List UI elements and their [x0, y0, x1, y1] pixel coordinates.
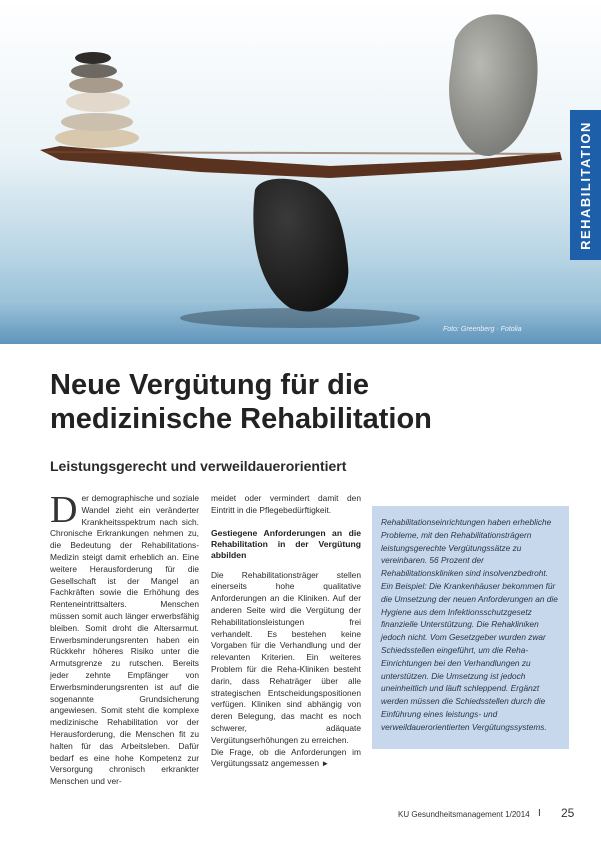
- photo-credit: Foto: Greenberg · Fotolia: [443, 326, 522, 333]
- title-line-2: medizinische Rehabilitation: [50, 403, 432, 435]
- article-subtitle: Leistungsgerecht und verweildauerorientiert: [50, 458, 347, 474]
- article-title: [50, 368, 550, 436]
- page-number: 25: [561, 806, 575, 820]
- column-2-last-text: Die Frage, ob die Anforderungen im Vergütungssatz angemessen: [211, 746, 361, 769]
- text-column-1: [50, 489, 199, 788]
- text-column-2: [211, 493, 361, 770]
- title-line-1: Neue Vergütung für die: [50, 369, 370, 401]
- footer-separator: I: [538, 808, 541, 819]
- column-2-last-line: [211, 747, 361, 771]
- continue-arrow-icon: ►: [321, 759, 330, 769]
- column-2-intro: meidet oder vermindert damit den Eintritt in die Pflegebedürftigkeit.: [211, 493, 361, 515]
- footer: [398, 808, 541, 819]
- info-box-text: Rehabilitationseinrichtungen haben erhebliche Probleme, mit den Rehabilitationsträgern leistungsgerechte Vergütungssätze zu vereinbaren. 56 Prozent der Rehabilitationskliniken sind insolvenzbedroht. Ein Beispiel: Die Krankenhäuser bekommen für die Umsetzung der neuen Anforderungen an die Hygiene aus dem Infektionsschutzgesetz finanzielle Unterstützung. Die Rehakliniken jedoch nicht. Vom Gesetzgeber wurden zwar Schiedsstellen eingeführt, um die Reha-Einrichtungen bei den Verhandlungen zu unterstützen. Die Umsetzung ist jedoch uneinheitlich und läuft schleppend. Ergänzt werden müssen die Schiedsstellen durch die Einführung eines leistungs- und verweildauerorientierten Vergütungssystems.: [381, 517, 558, 732]
- column-1-body: er demographische und soziale Wandel zieht ein veränderter Krankheitsspektrum nach sich. Chronische Erkrankungen nehmen zu, die Bedeutung der Rehabilitations-Medizin steigt damit erheblich an. Eine weitere Herausforderung für die Gesellschaft ist der Mangel an Fachkräften sowie die Erhöhung des Renteneintrittsalters. Menschen müssen somit auch länger erwerbsfähig bleiben. Somit droht die Altersarmut. Erwerbsminderungsrenten haben ein Rückkehr höheres Risiko unter die Armutsgrenze zu rutschen. Bereits jeder zehnte Empfänger von Erwerbsminderungsrenten ist auf die sogenannte Grundsicherung angewiesen. Somit steht die komplexe medizinische Rehabilitation vor der Herausforderung, die Menschen fit zu halten für das Arbeitsleben. Dafür bedarf es eine hohe Kompetenz zur Versorgung chronisch erkrankter Menschen und ver-: [50, 493, 199, 787]
- publication-name: KU Gesundheitsmanagement 1/2014: [398, 810, 530, 819]
- hero-photo: [0, 0, 601, 344]
- drop-cap: D: [50, 489, 78, 531]
- section-tab: [570, 110, 601, 260]
- info-box: [372, 506, 569, 749]
- column-2-body: Die Rehabilitationsträger stellen einerseits hohe qualitative Anforderungen an die Kliniken. Auf der anderen Seite wird die Vergütung der Rehabilitationsleistungen frei verhandelt. Es bestehen keine Vorgaben für die Verhandlung und der relevanten Kriterien. Ein weiteres Problem für die Reha-Kliniken besteht darin, dass Rehaträger über alle strategischen Entscheidungspositionen verfügen. Kliniken sind abhängig von deren Belegung, das macht es noch schwerer, adäquate Vergütungserhöhungen zu erreichen.: [211, 569, 361, 745]
- section-tab-label: REHABILITATION: [578, 120, 593, 250]
- section-heading: Gestiegene Anforderungen an die Rehabilitation in der Vergütung abbilden: [211, 527, 361, 560]
